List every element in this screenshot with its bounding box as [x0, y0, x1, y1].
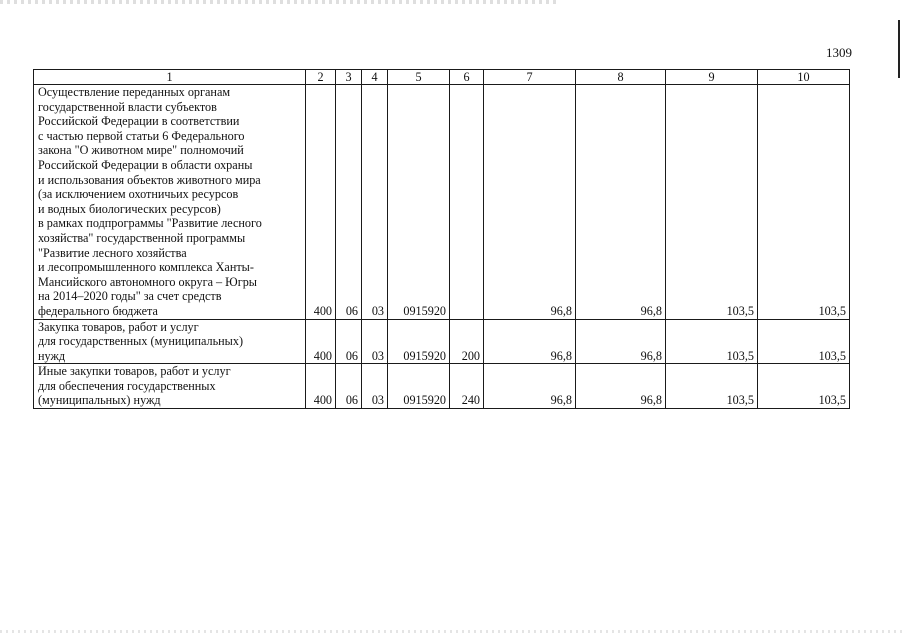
column-header: 10	[758, 70, 850, 85]
description-line: с частью первой статьи 6 Федерального	[38, 128, 245, 143]
cell-target-article: 0915920	[388, 364, 450, 409]
row-description	[34, 319, 306, 364]
description-line: и водных биологических ресурсов)	[38, 201, 221, 216]
column-header: 5	[388, 70, 450, 85]
description-line: (за исключением охотничьих ресурсов	[38, 187, 239, 202]
cell-amount-col7: 96,8	[484, 85, 576, 320]
cell-amount-col10: 103,5	[758, 85, 850, 320]
scan-edge-top	[0, 0, 560, 4]
scan-edge-bottom	[0, 630, 905, 633]
table-row	[34, 319, 850, 364]
description-line: на 2014–2020 годы" за счет средств	[38, 289, 222, 304]
row-description	[34, 364, 306, 409]
description-line: государственной власти субъектов	[38, 99, 217, 114]
budget-table	[33, 69, 850, 409]
cell-expense-type: 240	[450, 364, 484, 409]
cell-target-article: 0915920	[388, 85, 450, 320]
cell-amount-col8: 96,8	[576, 364, 666, 409]
description-line: Российской Федерации в области охраны	[38, 157, 253, 172]
description-line: и использования объектов животного мира	[38, 172, 261, 187]
cell-amount-col8: 96,8	[576, 85, 666, 320]
description-line: в рамках подпрограммы "Развитие лесного	[38, 216, 262, 231]
cell-section: 06	[336, 364, 362, 409]
column-header: 1	[34, 70, 306, 85]
table-row	[34, 85, 850, 320]
description-line: закона "О животном мире" полномочий	[38, 143, 244, 158]
page-number: 1309	[826, 45, 852, 60]
description-line: федерального бюджета	[38, 303, 158, 318]
cell-subsection: 03	[362, 319, 388, 364]
column-header: 8	[576, 70, 666, 85]
column-header: 7	[484, 70, 576, 85]
cell-amount-col10: 103,5	[758, 319, 850, 364]
cell-amount-col9: 103,5	[666, 364, 758, 409]
cell-code: 400	[306, 85, 336, 320]
description-line: Закупка товаров, работ и услуг	[38, 319, 199, 334]
description-line: Осуществление переданных органам	[38, 85, 231, 99]
cell-amount-col7: 96,8	[484, 364, 576, 409]
cell-amount-col9: 103,5	[666, 319, 758, 364]
description-line: и лесопромышленного комплекса Ханты-	[38, 260, 254, 275]
description-line: для обеспечения государственных	[38, 378, 216, 393]
description-line: Российской Федерации в соответствии	[38, 114, 240, 129]
cell-target-article: 0915920	[388, 319, 450, 364]
column-header: 9	[666, 70, 758, 85]
cell-section: 06	[336, 85, 362, 320]
cell-amount-col10: 103,5	[758, 364, 850, 409]
cell-section: 06	[336, 319, 362, 364]
description-line: хозяйства" государственной программы	[38, 230, 246, 245]
column-header: 2	[306, 70, 336, 85]
cell-code: 400	[306, 364, 336, 409]
column-header: 3	[336, 70, 362, 85]
cell-subsection: 03	[362, 364, 388, 409]
table-row	[34, 364, 850, 409]
scan-edge-right	[898, 20, 900, 78]
row-description	[34, 85, 306, 320]
description-line: нужд	[38, 348, 66, 363]
cell-subsection: 03	[362, 85, 388, 320]
cell-amount-col8: 96,8	[576, 319, 666, 364]
cell-code: 400	[306, 319, 336, 364]
description-line: (муниципальных) нужд	[38, 393, 161, 408]
description-line: для государственных (муниципальных)	[38, 334, 244, 349]
column-header: 6	[450, 70, 484, 85]
cell-amount-col7: 96,8	[484, 319, 576, 364]
table-header-row	[34, 70, 850, 85]
cell-expense-type	[450, 85, 484, 320]
cell-expense-type: 200	[450, 319, 484, 364]
description-line: "Развитие лесного хозяйства	[38, 245, 187, 260]
description-line: Иные закупки товаров, работ и услуг	[38, 364, 231, 379]
cell-amount-col9: 103,5	[666, 85, 758, 320]
column-header: 4	[362, 70, 388, 85]
description-line: Мансийского автономного округа – Югры	[38, 274, 257, 289]
